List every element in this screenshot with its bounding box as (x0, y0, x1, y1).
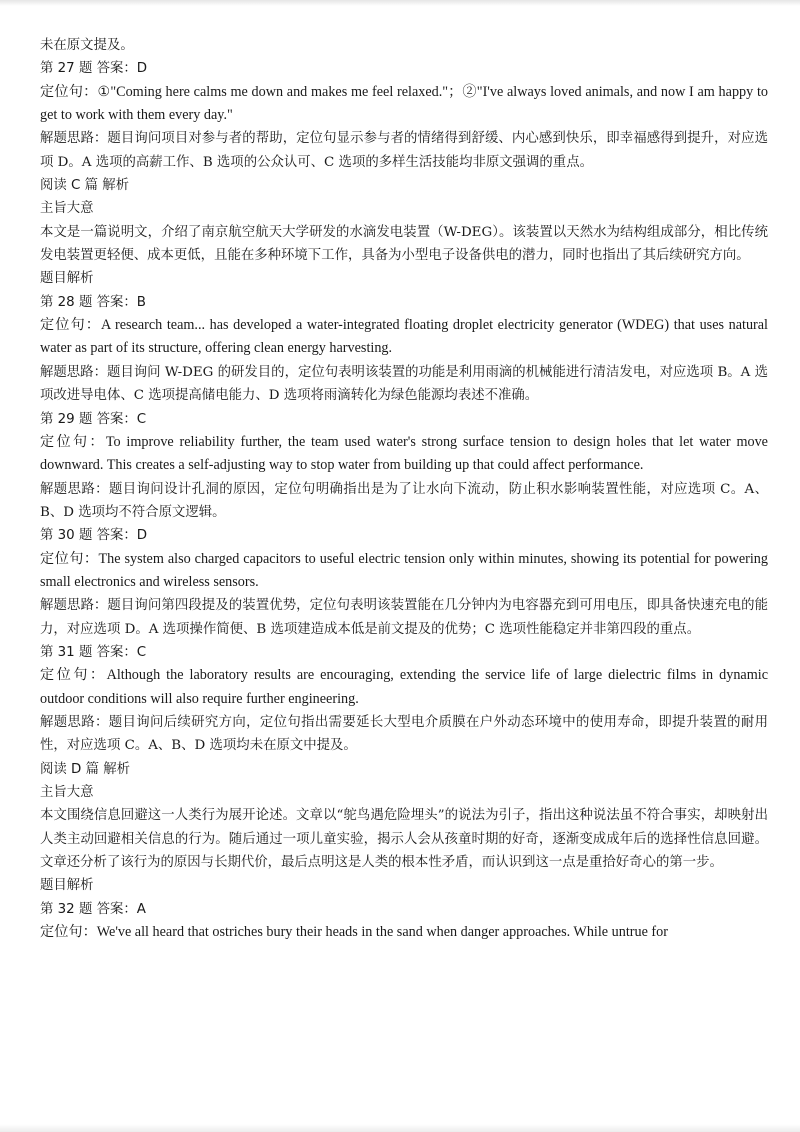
reasoning-q30 (40, 594, 768, 641)
section-title: 阅读 D 篇 解析 (40, 761, 131, 777)
locator-text: The system also charged capacitors to useful electric tension only within minutes, showing its potential for powering small electronics and wireless sensors. (40, 550, 768, 590)
summary-heading-c (40, 197, 768, 220)
page-top-edge (0, 0, 800, 6)
reasoning-label: 解题思路： (40, 714, 109, 730)
locator-text: ①"Coming here calms me down and makes me feel relaxed."；②"I've always loved animals, and now I am happy to get to work with them every day." (40, 83, 768, 124)
locator-text: We've all heard that ostriches bury their heads in the sand when danger approaches. While untrue for (96, 924, 668, 941)
summary-text: 本文围绕信息回避这一人类行为展开论述。文章以“鸵鸟遇危险埋头”的说法为引子，指出这种说法虽不符合事实，却映射出人类主动回避相关信息的行为。随后通过一项儿童实验，揭示人会从孩童时期的好奇，逐渐变成成年后的选择性信息回避。文章还分析了该行为的原因与长期代价，最后点明这是人类的根本性矛盾，而认识到这一点是重拾好奇心的第一步。 (40, 808, 768, 871)
heading-text: 第 28 题 答案：B (40, 294, 146, 310)
reasoning-q29 (40, 478, 768, 525)
heading-q28 (40, 291, 768, 314)
locator-q31 (40, 664, 768, 711)
reasoning-q31 (40, 711, 768, 758)
section-title: 阅读 C 篇 解析 (40, 178, 130, 194)
locator-q28 (40, 314, 768, 361)
locator-label: 定位句： (40, 433, 106, 450)
reasoning-text: 题目询问后续研究方向，定位句指出需要延长大型电介质膜在户外动态环境中的使用寿命，即提升装置的耐用性，对应选项 C。A、B、D 选项均未在原文中提及。 (40, 714, 769, 754)
locator-q27 (40, 81, 768, 128)
locator-text: Although the laboratory results are encouraging, extending the service life of large dielectric films in dynamic outdoor conditions will also require further engineering. (40, 667, 768, 707)
locator-q32 (40, 921, 768, 944)
reasoning-q28 (40, 361, 768, 408)
summary-paragraph-c (40, 221, 768, 268)
reasoning-text: 题目询问第四段提及的装置优势，定位句表明该装置能在几分钟内为电容器充到可用电压，即具备快速充电的能力，对应选项 D。A 选项操作简便、B 选项建造成本低是前文提及的优势；C 选项性能稳定并非第四段的重点。 (40, 598, 769, 637)
heading-text: 第 29 题 答案：C (40, 411, 147, 427)
locator-label: 定位句： (40, 550, 99, 567)
summary-paragraph-d (40, 804, 768, 874)
analysis-heading-d (40, 874, 768, 897)
locator-text: To improve reliability further, the team used water's strong surface tension to design holes that let water move downward. This creates a self-adjusting way to stop water from building up that could affect performance. (40, 433, 768, 474)
heading-text: 第 31 题 答案：C (40, 644, 147, 660)
locator-label: 定位句： (40, 83, 98, 100)
locator-label: 定位句： (40, 317, 101, 334)
locator-label: 定位句： (40, 667, 107, 684)
heading-text: 第 32 题 答案：A (40, 901, 146, 917)
section-heading-d (40, 758, 768, 781)
reasoning-label: 解题思路： (40, 481, 109, 497)
text: 未在原文提及。 (40, 38, 134, 53)
paragraph-intro-tail (40, 34, 768, 57)
reasoning-label: 解题思路： (40, 131, 108, 147)
summary-title: 主旨大意 (40, 785, 94, 800)
heading-q29 (40, 408, 768, 431)
summary-title: 主旨大意 (40, 201, 94, 217)
locator-label: 定位句： (40, 924, 97, 941)
heading-text: 第 30 题 答案：D (40, 528, 148, 544)
heading-q27 (40, 57, 768, 80)
heading-q31 (40, 641, 768, 664)
locator-text: A research team... has developed a water-integrated floating droplet electricity generator (WDEG) that uses natural water as part of its structure, offering clean energy harvesting. (40, 317, 768, 357)
page-bottom-edge (0, 1124, 800, 1132)
section-heading-c (40, 174, 768, 197)
summary-text: 本文是一篇说明文，介绍了南京航空航天大学研发的水滴发电装置（W-DEG）。该装置以天然水为结构组成部分，相比传统发电装置更轻便、成本更低，且能在多种环境下工作，具备为小型电子设备供电的潜力，同时也指出了其后续研究方向。 (40, 224, 768, 264)
locator-q29 (40, 431, 768, 478)
reasoning-label: 解题思路： (40, 364, 107, 380)
locator-q30 (40, 548, 768, 595)
analysis-title: 题目解析 (40, 271, 94, 287)
heading-text: 第 27 题 答案：D (40, 61, 148, 77)
analysis-title: 题目解析 (40, 878, 94, 894)
reasoning-q27 (40, 127, 768, 174)
reasoning-label: 解题思路： (40, 598, 108, 614)
heading-q32 (40, 898, 768, 921)
summary-heading-d (40, 781, 768, 804)
reasoning-text: 题目询问项目对参与者的帮助，定位句显示参与者的情绪得到舒缓、内心感到快乐，即幸福感得到提升，对应选项 D。A 选项的高薪工作、B 选项的公众认可、C 选项的多样生活技能均非原文强调的重点。 (40, 131, 769, 170)
reasoning-text: 题目询问 W-DEG 的研发目的，定位句表明该装置的功能是利用雨滴的机械能进行清洁发电，对应选项 B。A 选项改进导电体、C 选项提高储电能力、D 选项将雨滴转化为绿色能源均表述不准确。 (40, 364, 769, 404)
analysis-heading-c (40, 267, 768, 290)
reasoning-text: 题目询问设计孔洞的原因，定位句明确指出是为了让水向下流动，防止积水影响装置性能，对应选项 C。A、B、D 选项均不符合原文逻辑。 (40, 481, 769, 520)
document-page (40, 34, 768, 944)
heading-q30 (40, 524, 768, 547)
